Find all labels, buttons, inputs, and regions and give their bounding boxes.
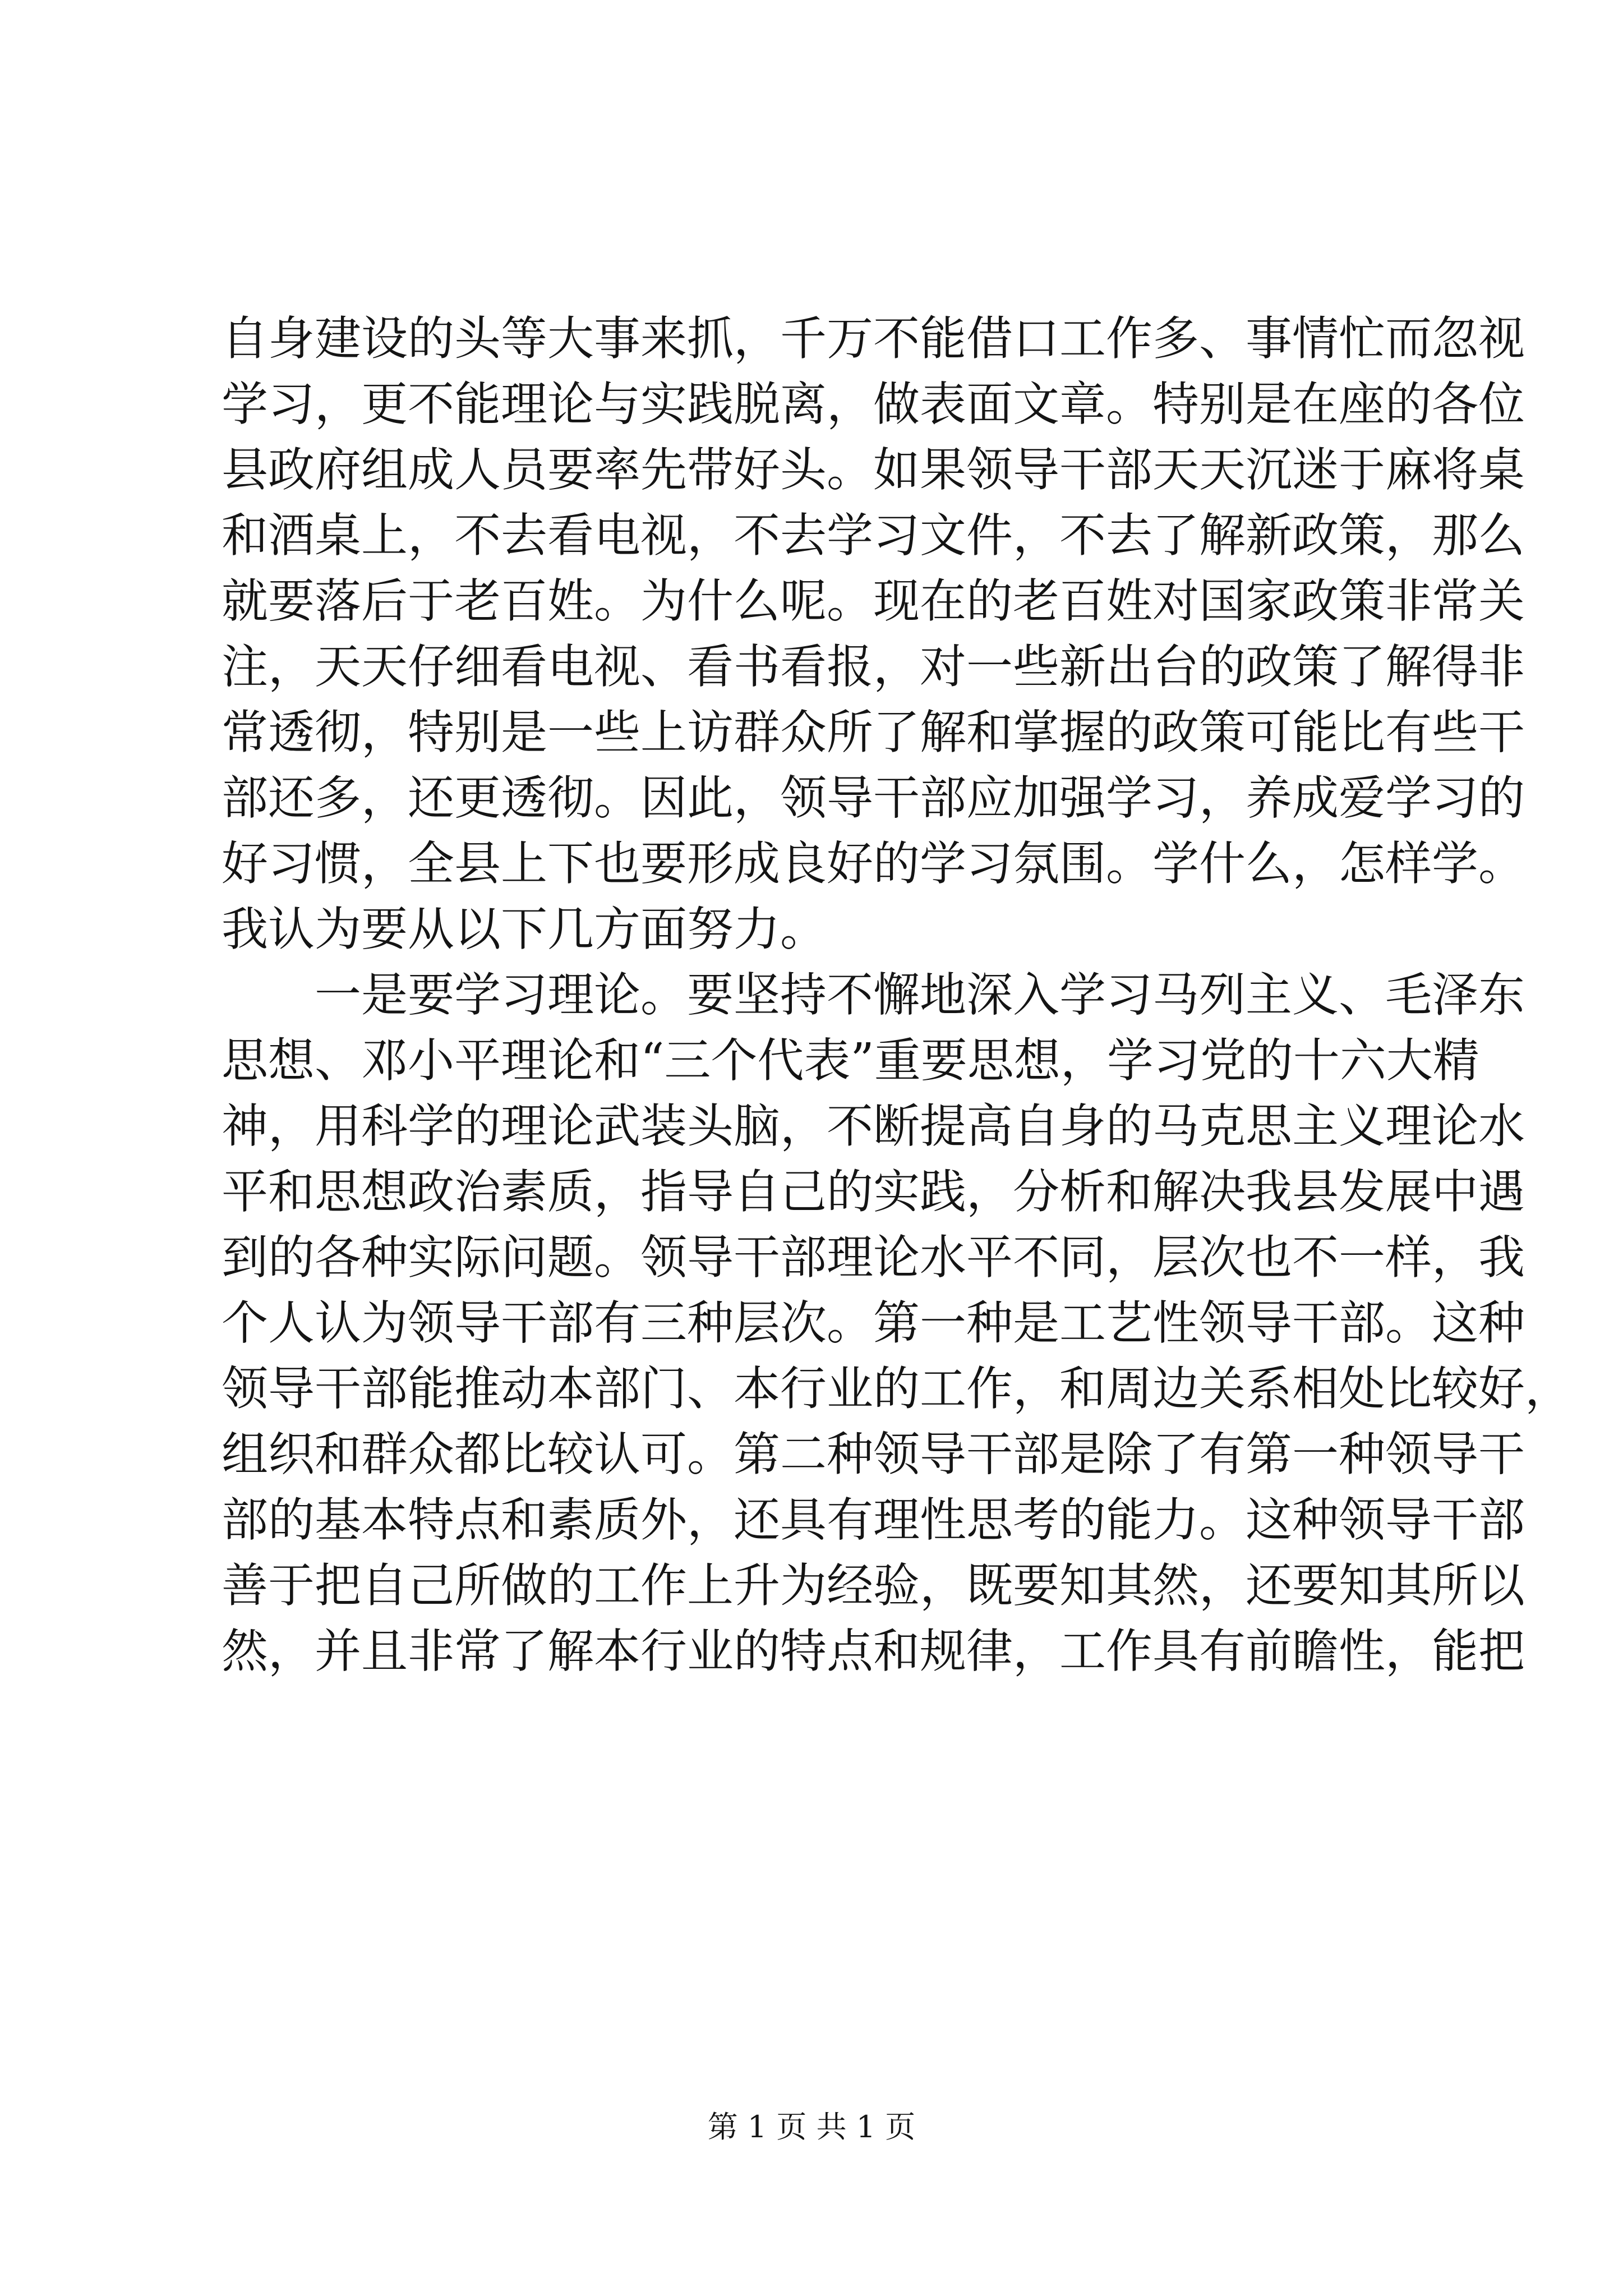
text-line: 注，天天仔细看电视、看书看报，对一些新出台的政策了解得非 bbox=[222, 639, 1525, 694]
text-line: 善于把自己所做的工作上升为经验，既要知其然，还要知其所以 bbox=[222, 1558, 1525, 1613]
text-line: 部的基本特点和素质外，还具有理性思考的能力。这种领导干部 bbox=[222, 1493, 1525, 1547]
text-line: 到的各种实际问题。领导干部理论水平不同，层次也不一样，我 bbox=[222, 1230, 1525, 1285]
text-line: 我认为要从以下几方面努力。 bbox=[222, 902, 827, 956]
body-text bbox=[222, 306, 1571, 1684]
text-line: 学习，更不能理论与实践脱离，做表面文章。特别是在座的各位 bbox=[222, 377, 1525, 431]
text-line: 自身建设的头等大事来抓，千万不能借口工作多、事情忙而忽视 bbox=[222, 311, 1525, 366]
text-line: 神，用科学的理论武装头脑，不断提高自身的马克思主义理论水 bbox=[222, 1099, 1525, 1153]
page-number-label: 第 1 页 共 1 页 bbox=[707, 2109, 916, 2145]
text-line: 就要落后于老百姓。为什么呢。现在的老百姓对国家政策非常关 bbox=[222, 574, 1525, 628]
text-line: 然，并且非常了解本行业的特点和规律，工作具有前瞻性，能把 bbox=[222, 1624, 1525, 1678]
text-line: 思想、邓小平理论和“三个代表”重要思想，学习党的十六大精 bbox=[222, 1033, 1479, 1088]
text-line: 个人认为领导干部有三种层次。第一种是工艺性领导干部。这种 bbox=[222, 1296, 1525, 1350]
page-footer bbox=[0, 2105, 1623, 2150]
text-line: 常透彻，特别是一些上访群众所了解和掌握的政策可能比有些干 bbox=[222, 705, 1525, 760]
paragraph-start-line: 一是要学习理论。要坚持不懈地深入学习马列主义、毛泽东 bbox=[315, 968, 1525, 1022]
text-line: 好习惯，全县上下也要形成良好的学习氛围。学什么，怎样学。 bbox=[222, 836, 1525, 891]
text-line: 平和思想政治素质，指导自己的实践，分析和解决我县发展中遇 bbox=[222, 1165, 1525, 1219]
text-line: 和酒桌上，不去看电视，不去学习文件，不去了解新政策，那么 bbox=[222, 508, 1525, 563]
text-line: 部还多，还更透彻。因此，领导干部应加强学习，养成爱学习的 bbox=[222, 771, 1525, 825]
text-line: 县政府组成人员要率先带好头。如果领导干部天天沉迷于麻将桌 bbox=[222, 443, 1525, 497]
text-line: 领导干部能推动本部门、本行业的工作，和周边关系相处比较好， bbox=[222, 1361, 1571, 1416]
text-line: 组织和群众都比较认可。第二种领导干部是除了有第一种领导干 bbox=[222, 1427, 1525, 1481]
